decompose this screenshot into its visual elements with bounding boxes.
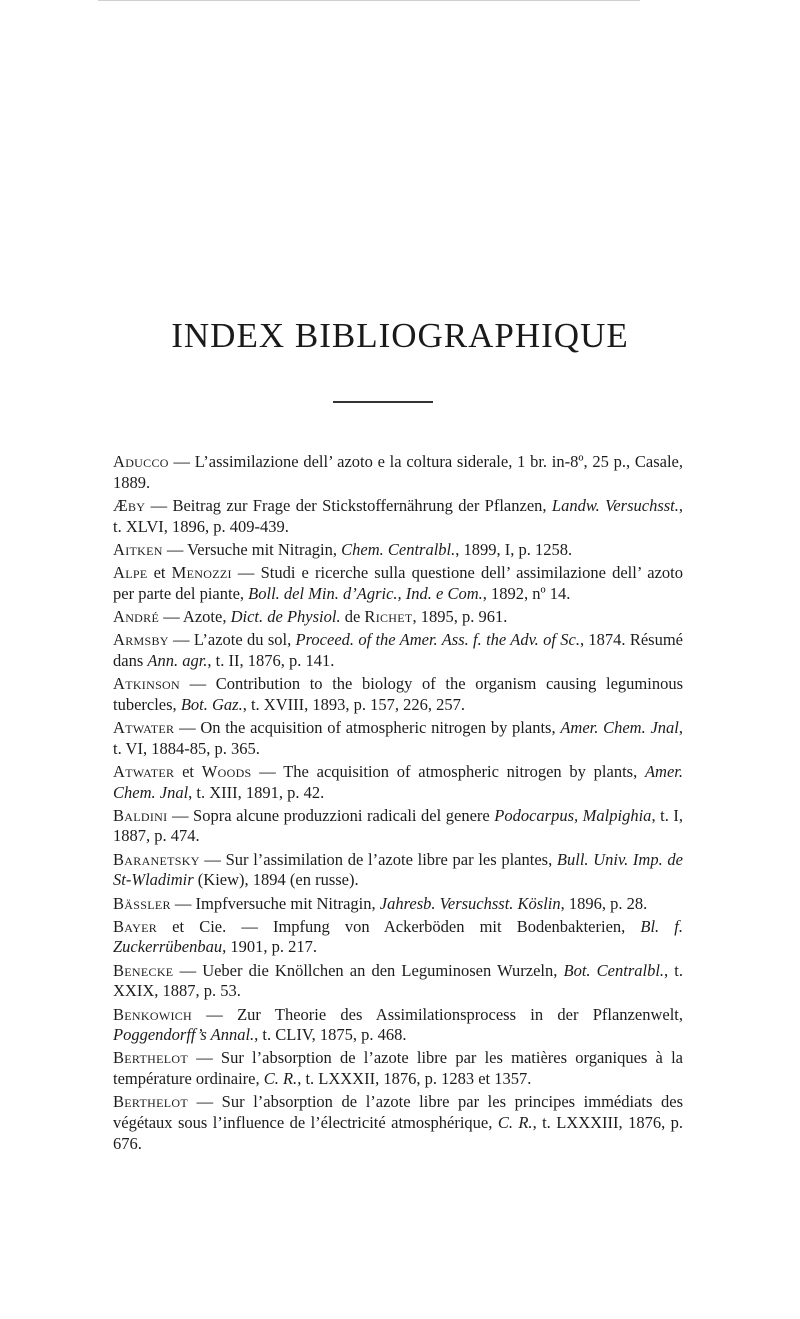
entry-text: — Zur Theorie des Assimilationsprocess in der Pflanzenwelt, bbox=[192, 1004, 683, 1024]
entry-text: , t. I, 1887, p. 474. bbox=[113, 805, 683, 846]
entry-connector: et bbox=[147, 563, 172, 583]
entry-text: , 1896, p. 28. bbox=[560, 893, 648, 913]
entry-text: — Beitrag zur Frage der Stickstoffernährung der Pflanzen, bbox=[145, 495, 552, 515]
bibliography-entry bbox=[113, 1005, 683, 1046]
bibliography-entry bbox=[113, 496, 683, 537]
entry-text: — Studi e ricerche sulla questione dell’ assimilazione dell’ azoto per parte del piante, bbox=[113, 563, 683, 603]
entry-publication: Boll. del Min. d’Agric., Ind. e Com. bbox=[248, 583, 483, 603]
entry-author: Armsby bbox=[113, 630, 169, 650]
entry-author: Benkowich bbox=[113, 1004, 193, 1024]
entry-publication: Podocarpus, Malpighia bbox=[494, 805, 652, 825]
entry-text: — The acquisition of atmospheric nitrogen by plants, bbox=[251, 761, 645, 781]
entry-text: — Sopra alcune produzzioni radicali del genere bbox=[167, 805, 495, 825]
entry-text: — Sur l’assimilation de l’azote libre par les plantes, bbox=[199, 849, 557, 869]
entry-publication: Landw. Versuchsst. bbox=[551, 495, 679, 515]
entry-text: , t. XIII, 1891, p. 42. bbox=[188, 782, 325, 802]
entry-text: — Impfung von Ackerböden mit Bodenbakterien, bbox=[241, 916, 641, 936]
entry-text: — Azote, bbox=[159, 606, 231, 626]
entry-cited-author: Richet bbox=[364, 606, 413, 626]
entry-publication: Dict. de Physiol. bbox=[230, 606, 341, 626]
entry-text: — Sur l’absorption de l’azote libre par les matières organiques à la température ordinaire, bbox=[113, 1048, 683, 1089]
bibliography-entry bbox=[113, 607, 683, 628]
bibliography-entry bbox=[113, 1048, 683, 1089]
entry-text: (Kiew), 1894 (en russe). bbox=[193, 870, 359, 890]
entry-author: Alpe bbox=[113, 563, 148, 583]
entry-publication: Chem. Centralbl. bbox=[341, 539, 456, 559]
entry-publication: Proceed. of the Amer. Ass. f. the Adv. of Sc. bbox=[295, 630, 580, 650]
bibliography-entry bbox=[113, 452, 683, 493]
entry-text: — Ueber die Knöllchen an den Leguminosen Wurzeln, bbox=[173, 960, 564, 980]
entry-author: Aducco bbox=[113, 452, 169, 471]
entry-author: Æby bbox=[113, 495, 146, 515]
entry-author: Berthelot bbox=[113, 1092, 188, 1112]
entry-author: André bbox=[113, 606, 160, 626]
entry-text: — Versuche mit Nitragin, bbox=[162, 539, 342, 559]
top-rule bbox=[98, 0, 640, 1]
entry-connector: et bbox=[174, 761, 202, 781]
bibliography-entry bbox=[113, 1092, 683, 1154]
entry-connector: et Cie. bbox=[157, 916, 242, 936]
entry-publication: Jahresb. Versuchsst. Köslin bbox=[379, 893, 561, 913]
bibliography-entry bbox=[113, 563, 683, 604]
bibliography-entry bbox=[113, 540, 683, 561]
entry-text: — Sur l’absorption de l’azote libre par les principes immédiats des végétaux sous l’influence de l’électricité atmosphérique, bbox=[113, 1092, 683, 1133]
bibliography-entry bbox=[113, 630, 683, 671]
entry-author: Atwater bbox=[113, 717, 175, 737]
entry-text: , t. XVIII, 1893, p. 157, 226, 257. bbox=[242, 694, 465, 714]
bibliography-entry bbox=[113, 718, 683, 759]
bibliography-entry bbox=[113, 961, 683, 1002]
entry-author: Bässler bbox=[113, 893, 171, 913]
entry-author: Aitken bbox=[113, 539, 163, 559]
entry-text: — Contribution to the biology of the organism causing leguminous tubercles, bbox=[113, 674, 683, 714]
entry-text: de bbox=[340, 606, 365, 626]
bibliography-entry bbox=[113, 806, 683, 847]
bibliography-entry bbox=[113, 674, 683, 715]
bibliography-list bbox=[113, 452, 683, 1157]
entry-text: , 1892, nº 14. bbox=[482, 583, 571, 603]
entry-publication: C. R. bbox=[497, 1113, 533, 1133]
entry-text: , t. CLIV, 1875, p. 468. bbox=[254, 1025, 407, 1045]
entry-text: , t. II, 1876, p. 141. bbox=[207, 650, 335, 670]
entry-publication: Amer. Chem. Jnal bbox=[560, 717, 679, 737]
entry-publication: Bot. Gaz. bbox=[180, 694, 243, 714]
entry-author: Benecke bbox=[113, 960, 174, 980]
title-rule bbox=[333, 401, 433, 403]
entry-publication: Ann. agr. bbox=[147, 650, 208, 670]
entry-text: — On the acquisition of atmospheric nitrogen by plants, bbox=[174, 717, 561, 737]
entry-text: , t. XXIX, 1887, p. 53. bbox=[113, 960, 683, 1001]
entry-coauthor: Menozzi bbox=[171, 563, 232, 583]
entry-publication: Poggendorff’s Annal. bbox=[113, 1025, 255, 1045]
entry-publication: Bull. Univ. Imp. de St-Wladimir bbox=[113, 849, 683, 890]
entry-text: , 1874. Résumé dans bbox=[113, 630, 683, 670]
entry-text: , 1899, I, p. 1258. bbox=[455, 539, 573, 559]
entry-text: — L’assimilazione dell’ azoto e la coltura siderale, 1 br. in-8º, 25 p., Casale, 1889. bbox=[113, 452, 683, 492]
entry-author: Baldini bbox=[113, 805, 168, 825]
entry-text: — Impfversuche mit Nitragin, bbox=[170, 893, 380, 913]
entry-author: Berthelot bbox=[113, 1048, 188, 1068]
entry-publication: Amer. Chem. Jnal bbox=[113, 761, 683, 802]
entry-text: , t. LXXXIII, 1876, p. 676. bbox=[113, 1113, 683, 1153]
entry-text: , t. VI, 1884-85, p. 365. bbox=[113, 717, 683, 758]
entry-publication: C. R. bbox=[263, 1069, 298, 1089]
page-title: INDEX BIBLIOGRAPHIQUE bbox=[171, 316, 629, 355]
bibliography-entry bbox=[113, 762, 683, 803]
entry-text: , t. XLVI, 1896, p. 409-439. bbox=[113, 495, 683, 536]
entry-text: , t. LXXXII, 1876, p. 1283 et 1357. bbox=[297, 1069, 532, 1089]
entry-text: , 1901, p. 217. bbox=[222, 937, 317, 957]
entry-publication: Bl. f. Zuckerrübenbau bbox=[113, 916, 683, 957]
bibliography-entry bbox=[113, 894, 683, 915]
entry-text: — L’azote du sol, bbox=[168, 630, 296, 650]
entry-coauthor: Woods bbox=[201, 761, 252, 781]
entry-author: Bayer bbox=[113, 916, 158, 936]
entry-author: Atwater bbox=[113, 761, 175, 781]
entry-publication: Bot. Centralbl. bbox=[563, 960, 665, 980]
bibliography-entry bbox=[113, 850, 683, 891]
entry-author: Atkinson bbox=[113, 674, 180, 694]
entry-text: , 1895, p. 961. bbox=[412, 606, 508, 626]
bibliography-entry bbox=[113, 917, 683, 958]
entry-author: Baranetsky bbox=[113, 849, 200, 869]
